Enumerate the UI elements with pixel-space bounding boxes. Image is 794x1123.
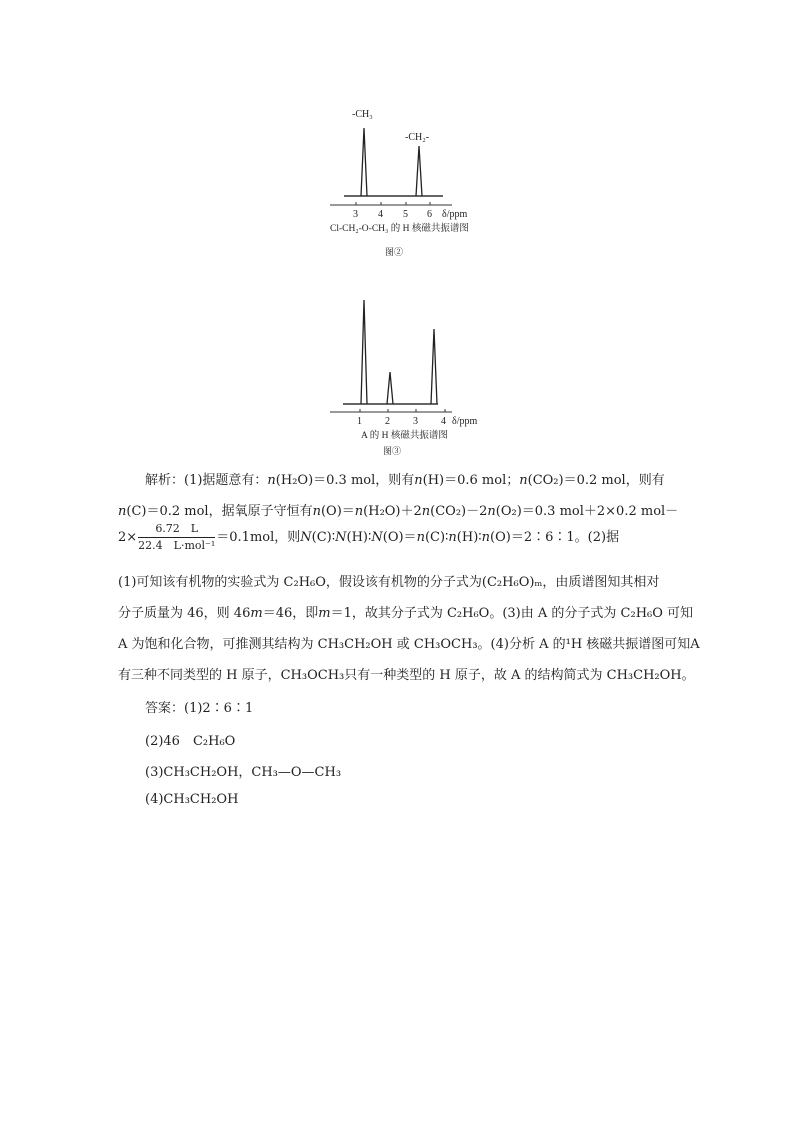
figure-2-caption: Cl-CH₂-O-CH₃ 的 H 核磁共振谱图 bbox=[330, 224, 469, 234]
answer-title: 答案：(1)2∶6∶1 bbox=[145, 701, 254, 716]
tick-label: 6 bbox=[427, 209, 432, 220]
analysis-line-1: 解析：(1)据题意有：n(H₂O)＝0.3 mol，则有n(H)＝0.6 mol；n(CO₂)＝0.2 mol，则有 bbox=[145, 473, 665, 488]
tick-label: 3 bbox=[413, 416, 418, 427]
figure-3-caption: A 的 H 核磁共振谱图 bbox=[361, 431, 448, 441]
analysis-line-4: (1)可知该有机物的实验式为 C₂H₆O，假设该有机物的分子式为(C₂H₆O)ₘ，由质谱图知其相对 bbox=[118, 575, 660, 590]
tick-label: 4 bbox=[441, 416, 446, 427]
analysis-line-7: 有三种不同类型的 H 原子，CH₃OCH₃只有一种类型的 H 原子，故 A 的结构简式为 CH₃CH₂OH。 bbox=[118, 668, 695, 683]
figure-3-label: 图③ bbox=[383, 446, 402, 456]
fraction: $\frac{6.72 L}{\text{22.4 L·mol⁻¹}}$ bbox=[138, 522, 216, 552]
peak-2 bbox=[387, 372, 393, 404]
nmr-figure-2 bbox=[0, 0, 794, 460]
tick-label: 3 bbox=[353, 209, 358, 220]
axis-unit: δ/ppm bbox=[442, 209, 468, 220]
axis-unit: δ/ppm bbox=[452, 416, 478, 427]
peak-1 bbox=[361, 300, 367, 404]
peak-3 bbox=[431, 329, 437, 404]
peak-ch3 bbox=[361, 128, 367, 196]
answer-4: (4)CH₃CH₂OH bbox=[145, 792, 239, 807]
tick-label: 4 bbox=[378, 209, 383, 220]
analysis-line-3: 2× $\frac{6.72 L}{\text{22.4 L·mol⁻¹}}$ ＝0.1mol，则N(C)∶N(H)∶N(O)＝n(C)∶n(H)∶n(O)＝2∶6∶1。(2)据 bbox=[118, 522, 620, 552]
analysis-line-6: A 为饱和化合物，可推测其结构为 CH₃CH₂OH 或 CH₃OCH₃。(4)分析 A 的¹H 核磁共振谱图可知A bbox=[118, 637, 700, 652]
figure-2-label: 图② bbox=[385, 247, 404, 257]
peak-label-ch3: -CH₃ bbox=[352, 109, 373, 120]
answer-2: (2)46 C₂H₆O bbox=[145, 734, 236, 749]
answer-3: (3)CH₃CH₂OH，CH₃—O—CH₃ bbox=[145, 765, 342, 780]
tick-label: 1 bbox=[357, 416, 362, 427]
peak-ch2 bbox=[416, 146, 422, 196]
tick-label: 2 bbox=[385, 416, 390, 427]
analysis-line-5: 分子质量为 46，则 46m＝46，即m＝1，故其分子式为 C₂H₆O。(3)由 A 的分子式为 C₂H₆O 可知 bbox=[118, 606, 694, 621]
peak-label-ch2: -CH₂- bbox=[405, 132, 430, 143]
tick-label: 5 bbox=[403, 209, 408, 220]
analysis-line-2: n(C)＝0.2 mol，据氧原子守恒有n(O)＝n(H₂O)＋2n(CO₂)－2n(O₂)＝0.3 mol＋2×0.2 mol－ bbox=[118, 504, 679, 519]
